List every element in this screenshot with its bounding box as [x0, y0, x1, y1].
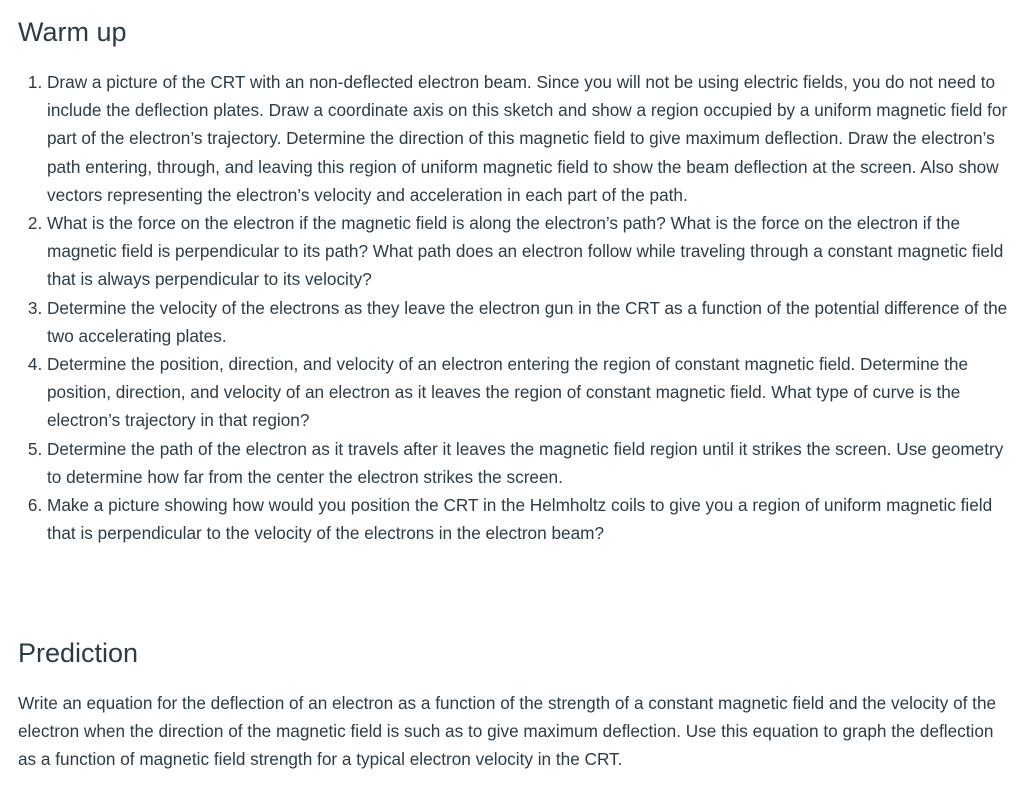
- warmup-question-1: 1. Draw a picture of the CRT with an non-deflected electron beam. Since you will not be using electric fields, you do not need to include the deflection plates. Draw a coordinate axis on this sketch and show a region occupied by a uniform magnetic field for part of the electron’s trajectory. Determine the direction of this magnetic field to give maximum deflection. Draw the electron’s path entering, through, and leaving this region of uniform magnetic field to show the beam deflection at the screen. Also show vectors representing the electron’s velocity and acceleration in each part of the path.: [47, 68, 1009, 209]
- prediction-heading: Prediction: [18, 638, 139, 668]
- warmup-question-list: [19, 68, 1009, 547]
- warmup-question-5: 5. Determine the path of the electron as it travels after it leaves the magnetic field region until it strikes the screen. Use geometry to determine how far from the center the electron strikes the screen.: [47, 435, 1009, 491]
- warmup-question-3: 3. Determine the velocity of the electrons as they leave the electron gun in the CRT as a function of the potential difference of the two accelerating plates.: [47, 294, 1009, 350]
- warmup-question-4: 4. Determine the position, direction, and velocity of an electron entering the region of constant magnetic field. Determine the position, direction, and velocity of an electron as it leaves the region of constant magnetic field. What type of curve is the electron’s trajectory in that region?: [47, 350, 1009, 435]
- warmup-question-6: 6. Make a picture showing how would you position the CRT in the Helmholtz coils to give you a region of uniform magnetic field that is perpendicular to the velocity of the electrons in the electron beam?: [47, 491, 1009, 547]
- warmup-question-2: 2. What is the force on the electron if the magnetic field is along the electron’s path? What is the force on the electron if the magnetic field is perpendicular to its path? What path does an electron follow while traveling through a constant magnetic field that is always perpendicular to its velocity?: [47, 209, 1009, 294]
- warmup-heading: Warm up: [18, 17, 127, 47]
- prediction-paragraph: Write an equation for the deflection of an electron as a function of the strength of a constant magnetic field and the velocity of the electron when the direction of the magnetic field is such as to give maximum deflection. Use this equation to graph the deflection as a function of magnetic field strength for a typical electron velocity in the CRT.: [18, 693, 997, 770]
